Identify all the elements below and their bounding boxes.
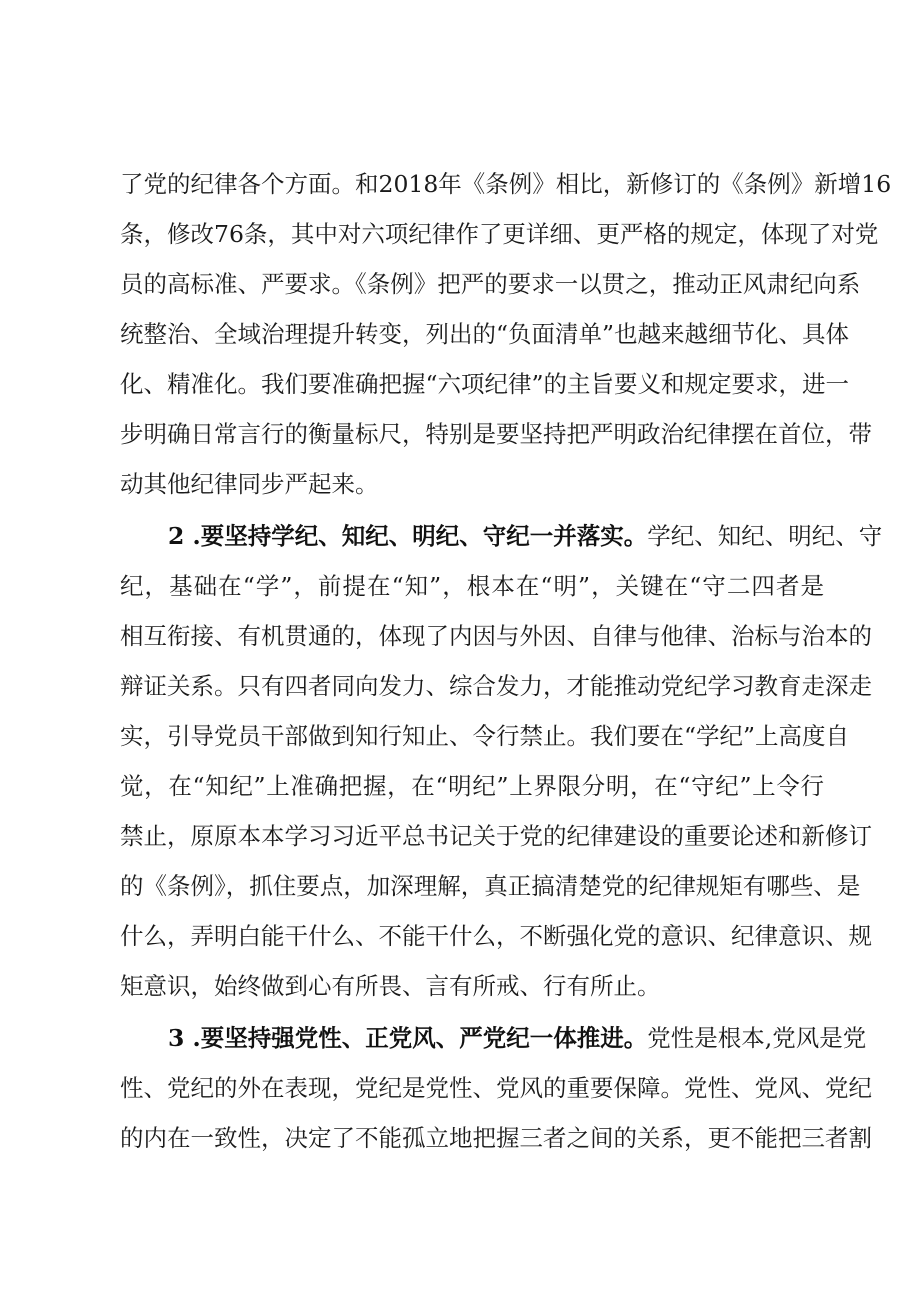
- paragraph-3-line-2: 性、党纪的外在表现，党纪是党性、党风的重要保障。党性、党风、党纪: [120, 1074, 872, 1102]
- paragraph-1-line-3: 员的高标准、严要求。《条例》把严的要求一以贯之，推动正风肃纪向系: [120, 270, 861, 298]
- paragraph-3-line-3: 的内在一致性，决定了不能孤立地把握三者之间的关系，更不能把三者割: [120, 1124, 872, 1152]
- paragraph-2-line-8: 的《条例》，抓住要点，加深理解，真正搞清楚党的纪律规矩有哪些、是: [120, 872, 861, 900]
- paragraph-2-line-9: 什么，弄明白能干什么、不能干什么，不断强化党的意识、纪律意识、规: [120, 922, 872, 950]
- paragraph-1-line-6: 步明确日常言行的衡量标尺，特别是要坚持把严明政治纪律摆在首位，带: [120, 420, 872, 448]
- paragraph-2-line-5: 实，引导党员干部做到知行知止、令行禁止。我们要在“学纪”上高度自: [120, 722, 850, 750]
- paragraph-2-line-4: 辩证关系。只有四者同向发力、综合发力，才能推动党纪学习教育走深走: [120, 672, 872, 700]
- paragraph-2-line-3: 相互衔接、有机贯通的，体现了内因与外因、自律与他律、治标与治本的: [120, 622, 872, 650]
- paragraph-3-first-line: [168, 1018, 867, 1058]
- paragraph-2-line-2: 纪，基础在“学”，前提在“知”，根本在“明”，关键在“守二四者是: [120, 572, 824, 600]
- paragraph-2-first-line-rest: 学纪、知纪、明纪、守: [647, 522, 883, 550]
- paragraph-1-line-7: 动其他纪律同步严起来。: [120, 470, 379, 498]
- paragraph-3-heading: 3 .要坚持强党性、正党风、严党纪一体推进。: [168, 1024, 648, 1052]
- paragraph-2-heading: 2 .要坚持学纪、知纪、明纪、守纪一并落实。: [168, 522, 648, 550]
- paragraph-1-line-2: 条，修改76条，其中对六项纪律作了更详细、更严格的规定，体现了对党: [120, 220, 879, 248]
- paragraph-1-line-1: 了党的纪律各个方面。和2018年《条例》相比，新修订的《条例》新增16: [120, 170, 892, 198]
- paragraph-1-line-5: 化、精准化。我们要准确把握“六项纪律”的主旨要义和规定要求，进一: [120, 370, 850, 398]
- paragraph-3-first-line-rest: 党性是根本,党风是党: [647, 1024, 867, 1052]
- paragraph-2-first-line: [168, 516, 883, 556]
- paragraph-2-line-6: 觉，在“知纪”上准确把握，在“明纪”上界限分明，在“守纪”上令行: [120, 772, 824, 800]
- paragraph-2-line-10: 矩意识，始终做到心有所畏、言有所戒、行有所止。: [120, 972, 661, 1000]
- paragraph-1-line-4: 统整治、全域治理提升转变，列出的“负面清单”也越来越细节化、具体: [120, 320, 850, 348]
- paragraph-2-line-7: 禁止，原原本本学习习近平总书记关于党的纪律建设的重要论述和新修订: [120, 822, 872, 850]
